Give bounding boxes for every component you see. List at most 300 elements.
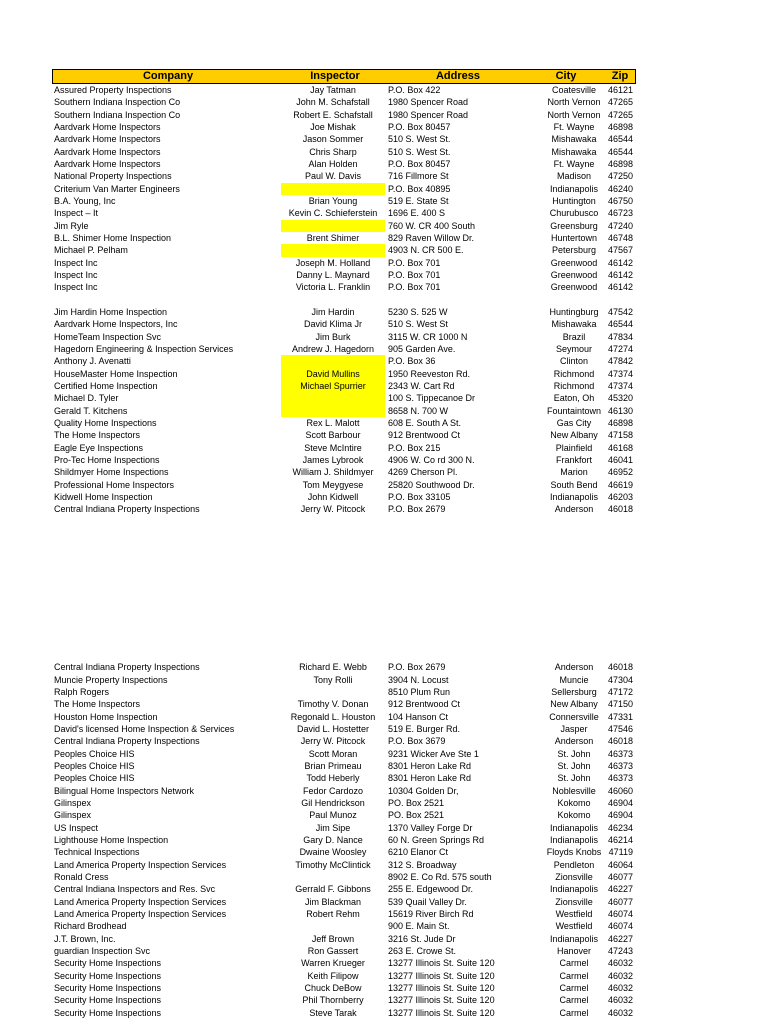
table-row xyxy=(52,306,636,318)
table-row xyxy=(52,195,636,207)
cell-city: Petersburg xyxy=(551,245,597,256)
cell-inspector: Danny L. Maynard xyxy=(296,269,370,280)
cell-company: Central Indiana Property Inspections xyxy=(54,662,200,673)
cell-address: 13277 Illinois St. Suite 120 xyxy=(388,970,495,981)
cell-city: Greenwood xyxy=(550,269,598,280)
cell-zip: 46060 xyxy=(607,785,633,796)
cell-company: Richard Brodhead xyxy=(54,921,127,932)
table-row xyxy=(52,355,636,367)
cell-company: Land America Property Inspection Services xyxy=(54,909,227,920)
cell-company: Shildmyer Home Inspections xyxy=(54,467,169,478)
table-row xyxy=(52,479,636,491)
cell-address: 13277 Illinois St. Suite 120 xyxy=(388,1007,495,1018)
cell-zip: 45320 xyxy=(607,393,633,404)
cell-company: Ronald Cress xyxy=(54,872,109,883)
cell-zip: 47250 xyxy=(607,171,633,182)
cell-city: Connersville xyxy=(549,711,599,722)
table-row xyxy=(52,392,636,404)
table-header xyxy=(52,69,636,84)
cell-inspector: Scott Barbour xyxy=(305,430,361,441)
cell-company: Certified Home Inspection xyxy=(54,380,158,391)
cell-city: Indianapolis xyxy=(549,491,599,502)
cell-address: 60 N. Green Springs Rd xyxy=(388,835,485,846)
cell-zip: 46544 xyxy=(607,146,633,157)
cell-zip: 46032 xyxy=(607,970,633,981)
cell-inspector: Chris Sharp xyxy=(309,146,357,157)
cell-city: Ft. Wayne xyxy=(553,121,595,132)
table-row xyxy=(52,723,636,735)
cell-address: 608 E. South A St. xyxy=(388,417,462,428)
cell-inspector: Gerrald F. Gibbons xyxy=(295,884,371,895)
cell-address: 13277 Illinois St. Suite 120 xyxy=(388,995,495,1006)
cell-zip: 47546 xyxy=(607,724,633,735)
cell-company: Michael D. Tyler xyxy=(54,393,119,404)
cell-company: National Property Inspections xyxy=(54,171,172,182)
cell-zip: 47119 xyxy=(608,847,633,858)
cell-address: 263 E. Crowe St. xyxy=(388,946,457,957)
cell-company: US Inspect xyxy=(54,822,99,833)
cell-company: Peoples Choice HIS xyxy=(54,748,135,759)
cell-city: Brazil xyxy=(562,331,586,342)
table-row xyxy=(52,698,636,710)
cell-company: Security Home Inspections xyxy=(54,970,162,981)
cell-city: Carmel xyxy=(559,983,589,994)
cell-inspector xyxy=(281,355,385,367)
table-block-3 xyxy=(52,661,636,1019)
cell-zip: 46064 xyxy=(607,859,633,870)
cell-company: David's licensed Home Inspection & Services xyxy=(54,724,235,735)
cell-address: P.O. Box 2679 xyxy=(388,662,446,673)
cell-company: Ralph Rogers xyxy=(54,687,110,698)
cell-address: 510 S. West St xyxy=(388,319,448,330)
cell-inspector: Richard E. Webb xyxy=(299,662,367,673)
cell-zip: 46240 xyxy=(607,183,633,194)
cell-zip: 47265 xyxy=(607,97,633,108)
cell-zip: 46018 xyxy=(607,504,633,515)
cell-inspector: Jim Blackman xyxy=(304,896,361,907)
cell-address: 4269 Cherson Pl. xyxy=(388,467,458,478)
cell-zip: 47150 xyxy=(607,699,633,710)
cell-city: Carmel xyxy=(559,970,589,981)
cell-city: Clinton xyxy=(559,356,588,367)
cell-city: Mishawaka xyxy=(551,134,597,145)
cell-zip: 47567 xyxy=(607,245,633,256)
cell-address: 10304 Golden Dr, xyxy=(388,785,459,796)
cell-company: Gerald T. Kitchens xyxy=(54,405,128,416)
cell-address: P.O. Box 215 xyxy=(388,442,441,453)
cell-address: 8301 Heron Lake Rd xyxy=(388,761,472,772)
table-row xyxy=(52,945,636,957)
cell-city: Coatesville xyxy=(551,85,597,95)
cell-zip: 46544 xyxy=(607,134,633,145)
cell-address: 510 S. West St. xyxy=(388,134,451,145)
cell-inspector: Scott Moran xyxy=(308,748,358,759)
cell-inspector xyxy=(281,220,385,232)
table-row xyxy=(52,466,636,478)
cell-zip: 47542 xyxy=(607,306,633,317)
table-row xyxy=(52,232,636,244)
cell-zip: 47158 xyxy=(607,430,633,441)
cell-inspector: David Mullins xyxy=(281,368,385,380)
cell-company: Peoples Choice HIS xyxy=(54,773,135,784)
cell-zip: 46373 xyxy=(607,748,633,759)
table-row xyxy=(52,429,636,441)
cell-zip: 47172 xyxy=(607,687,633,698)
cell-inspector: Alan Holden xyxy=(308,158,358,169)
cell-company: Bilingual Home Inspectors Network xyxy=(54,785,195,796)
cell-city: Huntington xyxy=(552,195,596,206)
table-block-2 xyxy=(52,306,636,516)
cell-address: P.O. Box 2679 xyxy=(388,504,446,515)
cell-city: Ft. Wayne xyxy=(553,158,595,169)
cell-company: Land America Property Inspection Services xyxy=(54,859,227,870)
cell-zip: 46544 xyxy=(607,319,633,330)
cell-city: Churubusco xyxy=(549,208,599,219)
cell-zip: 46168 xyxy=(607,442,633,453)
cell-zip: 46032 xyxy=(607,1007,633,1018)
cell-company: Southern Indiana Inspection Co xyxy=(54,97,181,108)
cell-address: 1950 Reeveston Rd. xyxy=(388,368,471,379)
table-row xyxy=(52,318,636,330)
table-row xyxy=(52,343,636,355)
cell-address: P.O. Box 422 xyxy=(388,85,441,95)
cell-address: 905 Garden Ave. xyxy=(388,343,456,354)
cell-inspector: Fedor Cardozo xyxy=(302,785,364,796)
table-row xyxy=(52,809,636,821)
cell-address: 3115 W. CR 1000 N xyxy=(388,331,468,342)
cell-company: Security Home Inspections xyxy=(54,995,162,1006)
cell-inspector: Jerry W. Pitcock xyxy=(300,736,366,747)
cell-zip: 47274 xyxy=(607,343,633,354)
cell-inspector: Gil Hendrickson xyxy=(301,798,365,809)
cell-zip: 46142 xyxy=(607,282,633,293)
table-row xyxy=(52,269,636,281)
cell-zip: 47374 xyxy=(607,368,633,379)
cell-address: P.O. Box 701 xyxy=(388,257,441,268)
cell-company: Aardvark Home Inspectors xyxy=(54,158,161,169)
cell-company: Gilinspex xyxy=(54,798,92,809)
cell-address: 760 W. CR 400 South xyxy=(388,220,476,231)
table-row xyxy=(52,109,636,121)
cell-company: Anthony J. Avenatti xyxy=(54,356,131,367)
cell-city: Carmel xyxy=(559,1007,589,1018)
blank-row xyxy=(52,294,636,306)
cell-inspector: Warren Krueger xyxy=(301,958,365,969)
table-row xyxy=(52,748,636,760)
cell-company: Southern Indiana Inspection Co xyxy=(54,109,181,120)
cell-company: Lighthouse Home Inspection xyxy=(54,835,169,846)
cell-city: South Bend xyxy=(550,479,598,490)
cell-address: 8301 Heron Lake Rd xyxy=(388,773,472,784)
cell-zip: 46142 xyxy=(607,257,633,268)
cell-city: Zionsville xyxy=(555,896,593,907)
cell-address: 716 Fillmore St xyxy=(388,171,449,182)
table-row xyxy=(52,368,636,380)
cell-inspector: John Kidwell xyxy=(307,491,359,502)
cell-city: Indianapolis xyxy=(549,835,599,846)
cell-inspector: Andrew J. Hagedorn xyxy=(291,343,375,354)
cell-zip: 46018 xyxy=(607,736,633,747)
cell-city: Anderson xyxy=(554,504,594,515)
page-break-gap xyxy=(52,515,636,661)
cell-company: HouseMaster Home Inspection xyxy=(54,368,178,379)
cell-inspector: Brent Shimer xyxy=(306,232,360,243)
table-row xyxy=(52,846,636,858)
cell-address: 6210 Elanor Ct xyxy=(388,847,449,858)
cell-company: B.A. Young, Inc xyxy=(54,195,116,206)
table-row xyxy=(52,933,636,945)
cell-address: 255 E. Edgewood Dr. xyxy=(388,884,474,895)
cell-city: Zionsville xyxy=(555,872,593,883)
cell-inspector: John M. Schafstall xyxy=(296,97,370,108)
cell-company: Inspect – It xyxy=(54,208,99,219)
cell-address: 15619 River Birch Rd xyxy=(388,909,474,920)
table-row xyxy=(52,957,636,969)
table-row xyxy=(52,760,636,772)
cell-address: 519 E. Burger Rd. xyxy=(388,724,461,735)
cell-city: Anderson xyxy=(554,662,594,673)
cell-inspector xyxy=(281,392,385,404)
cell-inspector xyxy=(281,244,385,256)
cell-city: Huntertown xyxy=(550,232,598,243)
cell-city: Greenwood xyxy=(550,257,598,268)
cell-zip: 46121 xyxy=(607,85,633,95)
cell-zip: 47240 xyxy=(607,220,633,231)
cell-city: Westfield xyxy=(555,921,593,932)
cell-city: Seymour xyxy=(555,343,592,354)
cell-inspector: Jim Hardin xyxy=(311,306,355,317)
cell-address: 510 S. West St. xyxy=(388,146,451,157)
table-row xyxy=(52,797,636,809)
cell-company: Eagle Eye Inspections xyxy=(54,442,144,453)
table-row xyxy=(52,503,636,515)
cell-city: Kokomo xyxy=(557,810,591,821)
cell-company: Gilinspex xyxy=(54,810,92,821)
cell-inspector: Keith Filipow xyxy=(307,970,359,981)
table-row xyxy=(52,772,636,784)
cell-company: Jim Ryle xyxy=(54,220,89,231)
cell-company: Security Home Inspections xyxy=(54,958,162,969)
cell-inspector: Todd Heberly xyxy=(306,773,360,784)
cell-address: 539 Quail Valley Dr. xyxy=(388,896,467,907)
cell-company: Michael P. Pelham xyxy=(54,245,128,256)
cell-city: Pendleton xyxy=(553,859,595,870)
cell-inspector: William J. Shildmyer xyxy=(292,467,374,478)
cell-zip: 46904 xyxy=(607,810,633,821)
cell-inspector: Paul W. Davis xyxy=(304,171,362,182)
cell-city: St. John xyxy=(557,773,591,784)
table-row xyxy=(52,220,636,232)
cell-company: HomeTeam Inspection Svc xyxy=(54,331,162,342)
cell-zip: 46952 xyxy=(607,467,633,478)
cell-zip: 47304 xyxy=(607,674,633,685)
cell-address: 8510 Plum Run xyxy=(388,687,451,698)
cell-zip: 46074 xyxy=(607,921,633,932)
cell-address: 912 Brentwood Ct xyxy=(388,699,461,710)
cell-zip: 46898 xyxy=(607,417,633,428)
table-row xyxy=(52,982,636,994)
table-row xyxy=(52,121,636,133)
cell-address: P.O. Box 80457 xyxy=(388,158,451,169)
cell-city: Frankfort xyxy=(555,454,592,465)
cell-zip: 46227 xyxy=(607,933,633,944)
cell-inspector: Ron Gassert xyxy=(307,946,359,957)
cell-company: B.L. Shimer Home Inspection xyxy=(54,232,172,243)
table-row xyxy=(52,380,636,392)
cell-city: Floyds Knobs xyxy=(546,847,602,858)
cell-inspector: Michael Spurrier xyxy=(281,380,385,392)
cell-company: Peoples Choice HIS xyxy=(54,761,135,772)
cell-city: North Vernon xyxy=(547,109,601,120)
cell-inspector: Victoria L. Franklin xyxy=(295,282,371,293)
cell-zip: 46898 xyxy=(607,121,633,132)
cell-inspector xyxy=(281,183,385,195)
cell-inspector: Paul Munoz xyxy=(309,810,357,821)
table-row xyxy=(52,822,636,834)
cell-company: Inspect Inc xyxy=(54,269,98,280)
cell-city: Greensburg xyxy=(550,220,598,231)
table-row xyxy=(52,661,636,673)
table-row xyxy=(52,454,636,466)
cell-company: Aardvark Home Inspectors, Inc xyxy=(54,319,178,330)
cell-zip: 47374 xyxy=(607,380,633,391)
cell-zip: 47842 xyxy=(607,356,633,367)
cell-inspector: David L. Hostetter xyxy=(296,724,370,735)
cell-inspector: Rex L. Malott xyxy=(306,417,360,428)
cell-city: Marion xyxy=(560,467,588,478)
cell-city: Muncie xyxy=(559,674,589,685)
cell-company: Muncie Property Inspections xyxy=(54,674,168,685)
cell-inspector: Joe Mishak xyxy=(310,121,356,132)
table-row xyxy=(52,257,636,269)
cell-inspector: Jay Tatman xyxy=(310,85,356,95)
cell-inspector: James Lybrook xyxy=(302,454,364,465)
cell-city: Fountaintown xyxy=(546,405,602,416)
cell-company: The Home Inspectors xyxy=(54,699,141,710)
cell-address: P.O. Box 701 xyxy=(388,269,441,280)
table-row xyxy=(52,170,636,182)
cell-inspector: Jason Sommer xyxy=(302,134,364,145)
cell-city: New Albany xyxy=(550,699,598,710)
table-row xyxy=(52,331,636,343)
cell-inspector: Robert Rehm xyxy=(306,909,360,920)
table-row xyxy=(52,920,636,932)
table-row xyxy=(52,711,636,723)
cell-city: Gas City xyxy=(556,417,592,428)
cell-address: 9231 Wicker Ave Ste 1 xyxy=(388,748,479,759)
cell-company: Security Home Inspections xyxy=(54,1007,162,1018)
table-row xyxy=(52,834,636,846)
cell-inspector: Brian Primeau xyxy=(304,761,362,772)
cell-company: guardian Inspection Svc xyxy=(54,946,151,957)
cell-company: Aardvark Home Inspectors xyxy=(54,134,161,145)
cell-address: P.O. Box 36 xyxy=(388,356,436,367)
cell-address: 4903 N. CR 500 E. xyxy=(388,245,464,256)
cell-zip: 46748 xyxy=(607,232,633,243)
table-row xyxy=(52,970,636,982)
cell-company: Central Indiana Property Inspections xyxy=(54,504,200,515)
cell-company: Aardvark Home Inspectors xyxy=(54,146,161,157)
cell-address: 100 S. Tippecanoe Dr xyxy=(388,393,476,404)
table-row xyxy=(52,84,636,96)
cell-zip: 46032 xyxy=(607,995,633,1006)
cell-inspector: Tom Meygyese xyxy=(302,479,364,490)
header-address: Address xyxy=(435,70,481,82)
cell-city: Indianapolis xyxy=(549,183,599,194)
cell-company: Central Indiana Inspectors and Res. Svc xyxy=(54,884,216,895)
cell-address: 13277 Illinois St. Suite 120 xyxy=(388,958,495,969)
cell-city: Greenwood xyxy=(550,282,598,293)
table-row xyxy=(52,871,636,883)
cell-zip: 46032 xyxy=(607,983,633,994)
cell-inspector: Joseph M. Holland xyxy=(295,257,371,268)
cell-city: Madison xyxy=(556,171,592,182)
cell-inspector xyxy=(281,405,385,417)
cell-address: 2343 W. Cart Rd xyxy=(388,380,455,391)
cell-city: Indianapolis xyxy=(549,884,599,895)
cell-company: Hagedorn Engineering & Inspection Services xyxy=(54,343,234,354)
table-row xyxy=(52,183,636,195)
cell-address: 829 Raven Willow Dr. xyxy=(388,232,475,243)
cell-zip: 46074 xyxy=(607,909,633,920)
cell-address: 5230 S. 525 W xyxy=(388,306,448,317)
table-row xyxy=(52,896,636,908)
cell-company: Inspect Inc xyxy=(54,257,98,268)
table-row xyxy=(52,405,636,417)
cell-zip: 46077 xyxy=(607,872,633,883)
header-zip: Zip xyxy=(611,70,629,82)
cell-company: Houston Home Inspection xyxy=(54,711,158,722)
cell-city: Noblesville xyxy=(552,785,596,796)
cell-company: J.T. Brown, Inc. xyxy=(54,933,116,944)
cell-address: 1980 Spencer Road xyxy=(388,97,469,108)
table-row xyxy=(52,244,636,256)
cell-inspector: Jim Sipe xyxy=(315,822,351,833)
cell-address: 25820 Southwood Dr. xyxy=(388,479,475,490)
cell-company: Jim Hardin Home Inspection xyxy=(54,306,168,317)
table-row xyxy=(52,1007,636,1019)
cell-inspector: Timothy V. Donan xyxy=(297,699,369,710)
header-inspector: Inspector xyxy=(310,70,360,82)
cell-zip: 47331 xyxy=(607,711,633,722)
cell-zip: 46750 xyxy=(607,195,633,206)
cell-address: P.O. Box 80457 xyxy=(388,121,451,132)
cell-city: Eaton, Oh xyxy=(553,393,595,404)
table-row xyxy=(52,491,636,503)
cell-city: Huntingburg xyxy=(549,306,599,317)
cell-address: 1980 Spencer Road xyxy=(388,109,469,120)
cell-inspector: Jim Burk xyxy=(315,331,351,342)
cell-city: Mishawaka xyxy=(551,319,597,330)
cell-address: P.O. Box 33105 xyxy=(388,491,451,502)
cell-inspector: Jerry W. Pitcock xyxy=(300,504,366,515)
table-row xyxy=(52,883,636,895)
cell-zip: 46142 xyxy=(607,269,633,280)
cell-address: 3216 St. Jude Dr xyxy=(388,933,456,944)
cell-company: Central Indiana Property Inspections xyxy=(54,736,200,747)
cell-inspector: Tony Rolli xyxy=(313,674,353,685)
cell-city: Kokomo xyxy=(557,798,591,809)
table-row xyxy=(52,281,636,293)
cell-city: Anderson xyxy=(554,736,594,747)
cell-inspector: Steve Tarak xyxy=(309,1007,357,1018)
cell-zip: 46227 xyxy=(607,884,633,895)
cell-inspector: Kevin C. Schieferstein xyxy=(288,208,378,219)
cell-company: Technical Inspections xyxy=(54,847,140,858)
cell-company: Aardvark Home Inspectors xyxy=(54,121,161,132)
cell-zip: 46018 xyxy=(607,662,633,673)
table-row xyxy=(52,158,636,170)
